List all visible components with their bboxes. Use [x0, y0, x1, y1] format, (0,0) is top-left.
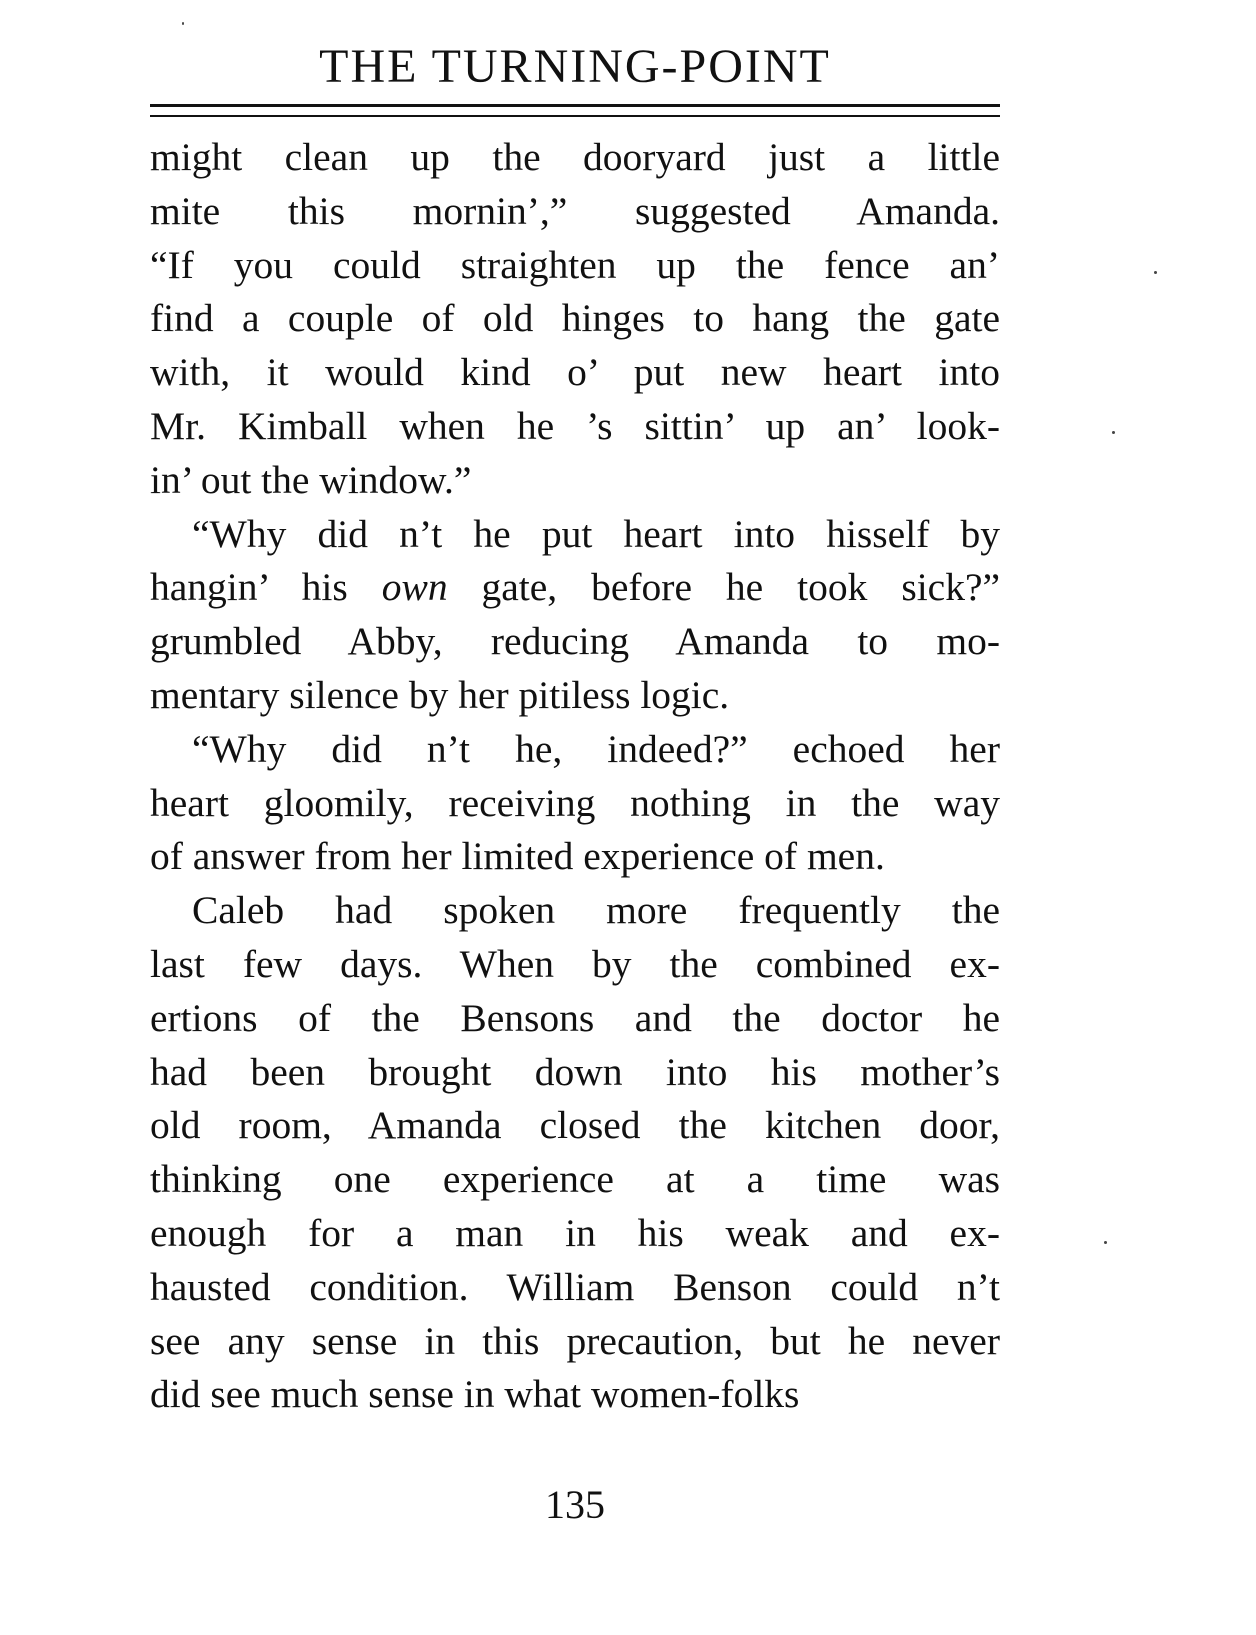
text-line: ertions of the Bensons and the doctor he — [150, 995, 1000, 1040]
text-line: had been brought down into his mother’s — [150, 1049, 1000, 1094]
scan-speck — [1104, 1241, 1107, 1244]
running-head: THE TURNING-POINT — [319, 40, 831, 93]
text-line: hausted condition. William Benson could n’t — [150, 1264, 1000, 1309]
text-segment: hangin’ his — [150, 565, 382, 610]
text-line: thinking one experience at a time was — [150, 1157, 1000, 1202]
text-line: Caleb had spoken more frequently the — [192, 888, 1000, 933]
text-line: “Why did n’t he, indeed?” echoed her — [192, 726, 1000, 771]
text-line: “If you could straighten up the fence an’ — [150, 242, 1000, 287]
text-line: see any sense in this precaution, but he never — [150, 1318, 1000, 1363]
text-line: might clean up the dooryard just a little — [150, 135, 1000, 179]
text-line: mentary silence by her pitiless logic. — [150, 672, 730, 717]
text-line-with-emphasis — [150, 561, 1000, 615]
emphasized-word: own — [381, 565, 448, 610]
text-line: mite this mornin’,” suggested Amanda. — [150, 188, 1000, 233]
text-line: in’ out the window.” — [150, 457, 472, 502]
text-line: enough for a man in his weak and ex- — [150, 1210, 1000, 1255]
scan-speck — [1112, 431, 1115, 434]
body-text — [150, 131, 1000, 1422]
header-double-rule — [150, 104, 1000, 117]
text-line: of answer from her limited experience of men. — [150, 834, 885, 879]
text-line: “Why did n’t he put heart into hisself by — [192, 511, 1000, 556]
page-number: 135 — [545, 1482, 605, 1527]
scan-speck — [1154, 271, 1157, 274]
text-line: with, it would kind o’ put new heart into — [150, 350, 1000, 395]
text-line: old room, Amanda closed the kitchen door, — [150, 1103, 1000, 1148]
text-line: did see much sense in what women-folks — [150, 1372, 800, 1417]
text-line: find a couple of old hinges to hang the gate — [150, 296, 1000, 341]
book-page — [150, 40, 1001, 1527]
text-line: heart gloomily, receiving nothing in the way — [150, 780, 1000, 825]
text-line: last few days. When by the combined ex- — [150, 941, 1000, 986]
text-line: Mr. Kimball when he ’s sittin’ up an’ look- — [150, 403, 1000, 448]
text-segment: gate, before he took sick?” — [447, 565, 1001, 610]
text-line: grumbled Abby, reducing Amanda to mo- — [150, 619, 1000, 664]
scan-speck — [182, 22, 184, 25]
